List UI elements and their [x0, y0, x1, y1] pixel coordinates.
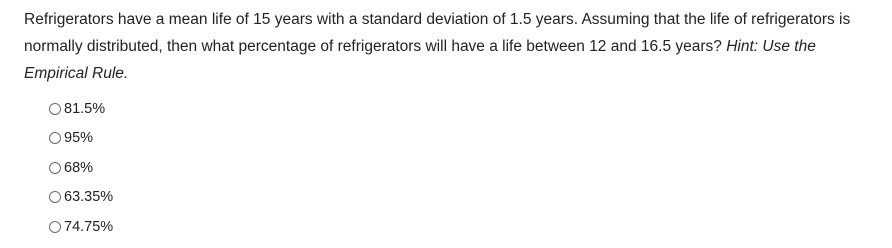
answer-options — [49, 94, 113, 242]
answer-option-label: 95% — [64, 130, 94, 147]
radio-button-icon[interactable] — [49, 162, 61, 174]
question-body: Refrigerators have a mean life of 15 years with a standard deviation of 1.5 years. Assuming that the life of refrigerators is normally distributed, then what percentage of refrigerators will have a life between 12 and 16.5 years? — [24, 11, 851, 55]
radio-button-icon[interactable] — [49, 103, 61, 115]
radio-button-icon[interactable] — [49, 191, 61, 203]
answer-option-label: 68% — [64, 159, 94, 176]
radio-button-icon[interactable] — [49, 132, 61, 144]
answer-option[interactable] — [49, 124, 113, 154]
answer-option-label: 74.75% — [64, 218, 114, 235]
question-text — [24, 6, 874, 87]
radio-button-icon[interactable] — [49, 221, 61, 233]
answer-option[interactable] — [49, 183, 113, 213]
answer-option[interactable] — [49, 94, 113, 124]
answer-option-label: 63.35% — [64, 189, 114, 206]
answer-option[interactable] — [49, 153, 113, 183]
question-hint: Hint: Use the Empirical Rule. — [24, 38, 816, 82]
answer-option[interactable] — [49, 212, 113, 242]
answer-option-label: 81.5% — [64, 100, 106, 117]
